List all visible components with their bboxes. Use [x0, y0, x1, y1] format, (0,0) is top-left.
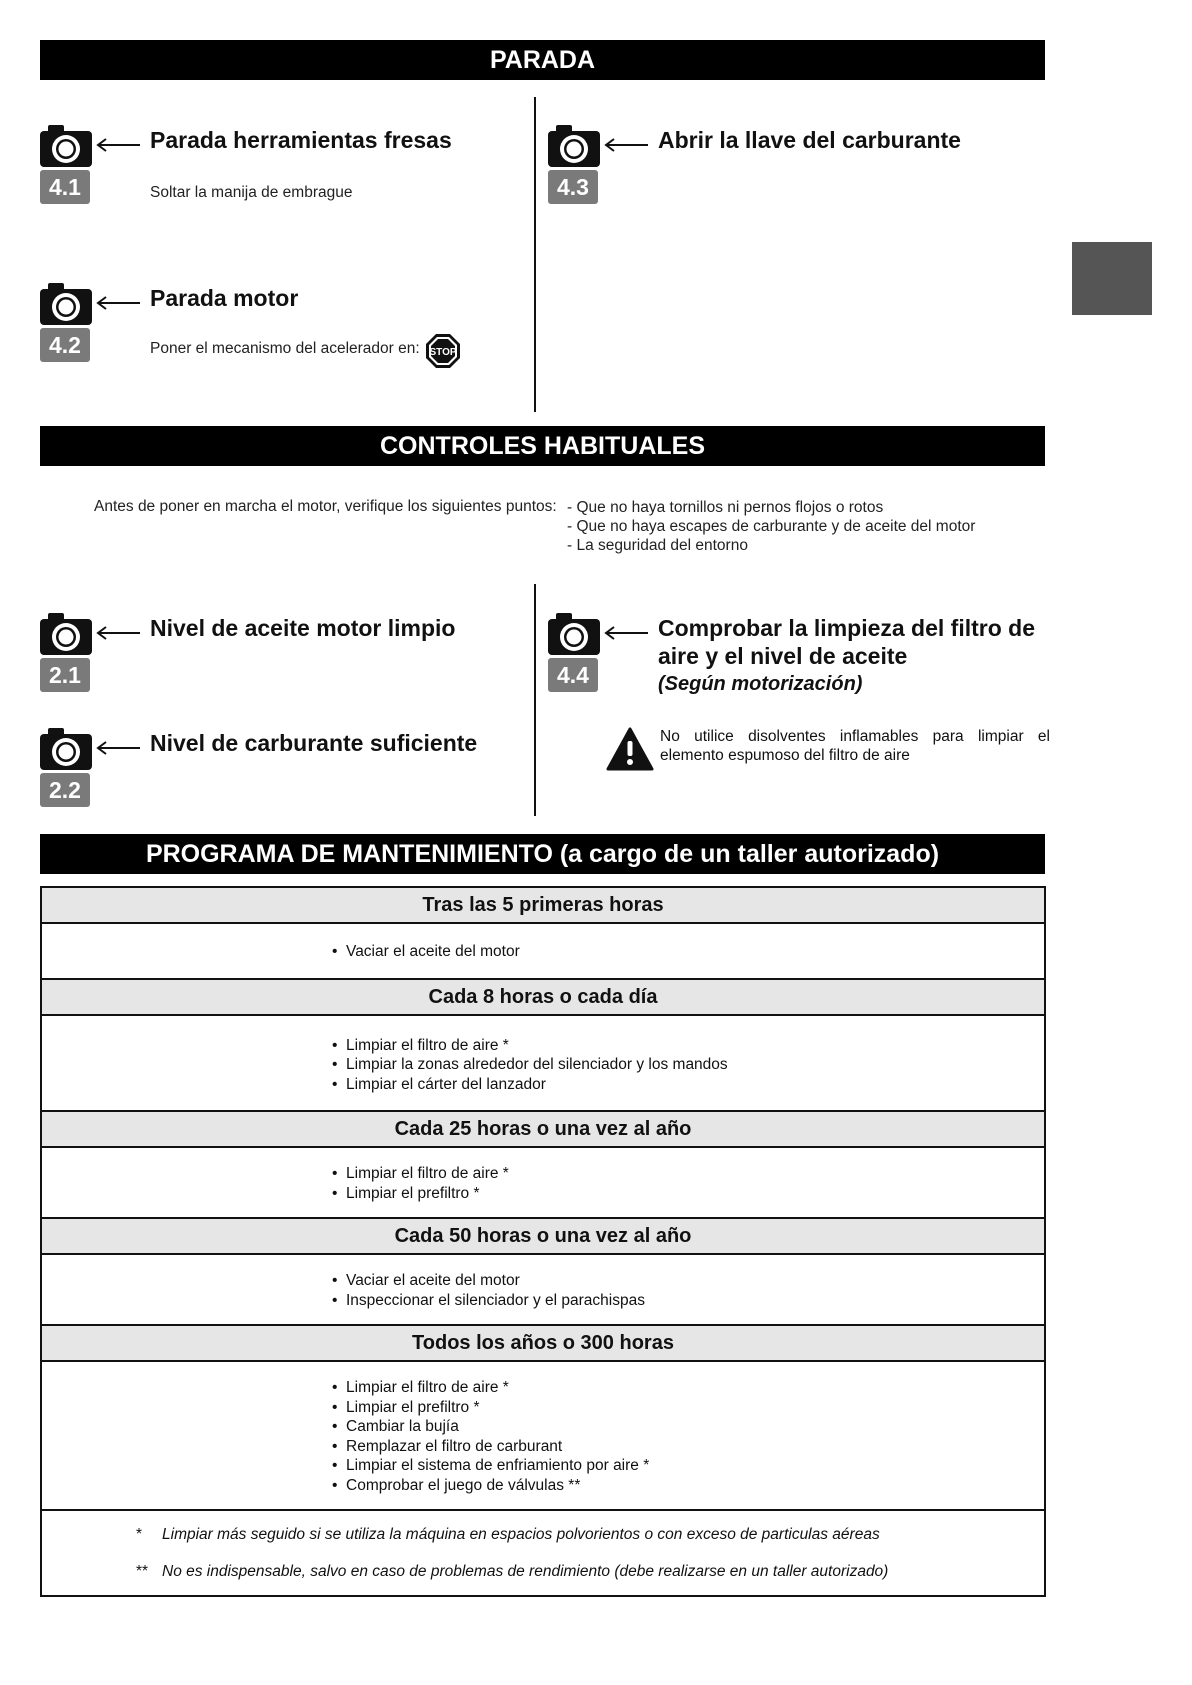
- column-divider: [534, 97, 536, 412]
- task-item: • Vaciar el aceite del motor: [332, 942, 1044, 962]
- task-item: • Limpiar el cárter del lanzador: [332, 1075, 1044, 1095]
- task-item: • Remplazar el filtro de carburant: [332, 1437, 1044, 1457]
- task-item: • Limpiar el sistema de enfriamiento por aire *: [332, 1456, 1044, 1476]
- step-title-line: aire y el nivel de aceite: [658, 643, 908, 669]
- schedule-tasks: [42, 1016, 1044, 1111]
- footnote-mark: *: [136, 1526, 143, 1543]
- section-heading-parada: PARADA: [40, 40, 1045, 80]
- arrow-left-icon: [96, 138, 140, 152]
- footnote: [136, 1562, 1044, 1581]
- schedule-tasks: [42, 924, 1044, 978]
- step-title-line: Comprobar la limpieza del filtro de: [658, 615, 1036, 641]
- stop-sign-icon: [425, 333, 461, 369]
- task-item: • Limpiar el prefiltro *: [332, 1184, 1044, 1204]
- camera-icon: [40, 612, 92, 656]
- schedule-heading: Cada 25 horas o una vez al año: [42, 1110, 1044, 1148]
- step-title: Nivel de aceite motor limpio: [150, 615, 456, 641]
- task-item: • Inspeccionar el silenciador y el parachispas: [332, 1291, 1044, 1311]
- arrow-left-icon: [96, 741, 140, 755]
- step-number: 4.3: [548, 170, 598, 204]
- camera-icon: [40, 282, 92, 326]
- step-number: 4.2: [40, 328, 90, 362]
- section-heading-mantenimiento: PROGRAMA DE MANTENIMIENTO (a cargo de un taller autorizado): [40, 834, 1045, 874]
- check-item: - La seguridad del entorno: [567, 537, 748, 554]
- control-item-2-2: [40, 727, 510, 837]
- maintenance-table: [40, 886, 1046, 1597]
- schedule-tasks: [42, 1255, 1044, 1324]
- step-title: Parada motor: [150, 285, 299, 311]
- check-item: - Que no haya tornillos ni pernos flojos o rotos: [567, 499, 884, 516]
- footnote-mark: **: [136, 1563, 149, 1580]
- task-item: • Limpiar el filtro de aire *: [332, 1036, 1044, 1056]
- task-item: • Limpiar el prefiltro *: [332, 1398, 1044, 1418]
- section-heading-controles: CONTROLES HABITUALES: [40, 426, 1045, 466]
- stop-item-4-2: [40, 282, 510, 392]
- step-number: 4.1: [40, 170, 90, 204]
- step-text: Poner el mecanismo del acelerador en:: [150, 340, 420, 357]
- step-number: 2.1: [40, 658, 90, 692]
- control-item-4-4: [548, 612, 1048, 722]
- chapter-tab: [1072, 242, 1152, 315]
- schedule-heading: Tras las 5 primeras horas: [42, 888, 1044, 924]
- step-title: Nivel de carburante suficiente: [150, 730, 478, 756]
- schedule-heading: Cada 50 horas o una vez al año: [42, 1217, 1044, 1255]
- task-item: • Limpiar el filtro de aire *: [332, 1378, 1044, 1398]
- arrow-left-icon: [604, 626, 648, 640]
- arrow-left-icon: [604, 138, 648, 152]
- step-title: Abrir la llave del carburante: [658, 127, 961, 153]
- warning-icon: [606, 727, 654, 771]
- stop-item-4-3: [548, 124, 1018, 234]
- schedule-heading: Todos los años o 300 horas: [42, 1324, 1044, 1362]
- task-item: • Limpiar el filtro de aire *: [332, 1164, 1044, 1184]
- step-subtitle: (Según motorización): [658, 673, 863, 695]
- stop-sign-label: STOP: [429, 347, 457, 358]
- stop-item-4-1: [40, 124, 510, 234]
- camera-icon: [40, 124, 92, 168]
- task-item: • Vaciar el aceite del motor: [332, 1271, 1044, 1291]
- task-item: • Cambiar la bujía: [332, 1417, 1044, 1437]
- schedule-tasks: [42, 1148, 1044, 1217]
- camera-icon: [548, 124, 600, 168]
- controls-intro: Antes de poner en marcha el motor, verifique los siguientes puntos:: [94, 498, 557, 515]
- step-number: 2.2: [40, 773, 90, 807]
- footnotes: [42, 1509, 1044, 1595]
- check-item: - Que no haya escapes de carburante y de aceite del motor: [567, 518, 976, 535]
- footnote-text: No es indispensable, salvo en caso de problemas de rendimiento (debe realizarse en un taller autorizado): [162, 1563, 889, 1580]
- schedule-heading: Cada 8 horas o cada día: [42, 978, 1044, 1016]
- step-title: [658, 614, 1035, 698]
- task-item: • Comprobar el juego de válvulas **: [332, 1476, 1044, 1496]
- footnote-text: Limpiar más seguido si se utiliza la máquina en espacios polvorientos o con exceso de particulas aéreas: [162, 1526, 880, 1543]
- step-title: Parada herramientas fresas: [150, 127, 452, 153]
- step-text: Soltar la manija de embrague: [150, 184, 353, 201]
- schedule-tasks: [42, 1362, 1044, 1509]
- footnote: [136, 1525, 1044, 1544]
- task-item: • Limpiar la zonas alrededor del silenciador y los mandos: [332, 1055, 1044, 1075]
- warning-text: No utilice disolventes inflamables para limpiar el elemento espumoso del filtro de aire: [660, 728, 1050, 764]
- step-number: 4.4: [548, 658, 598, 692]
- controls-checklist: [567, 498, 975, 555]
- camera-icon: [548, 612, 600, 656]
- column-divider: [534, 584, 536, 816]
- camera-icon: [40, 727, 92, 771]
- arrow-left-icon: [96, 296, 140, 310]
- arrow-left-icon: [96, 626, 140, 640]
- control-item-2-1: [40, 612, 510, 722]
